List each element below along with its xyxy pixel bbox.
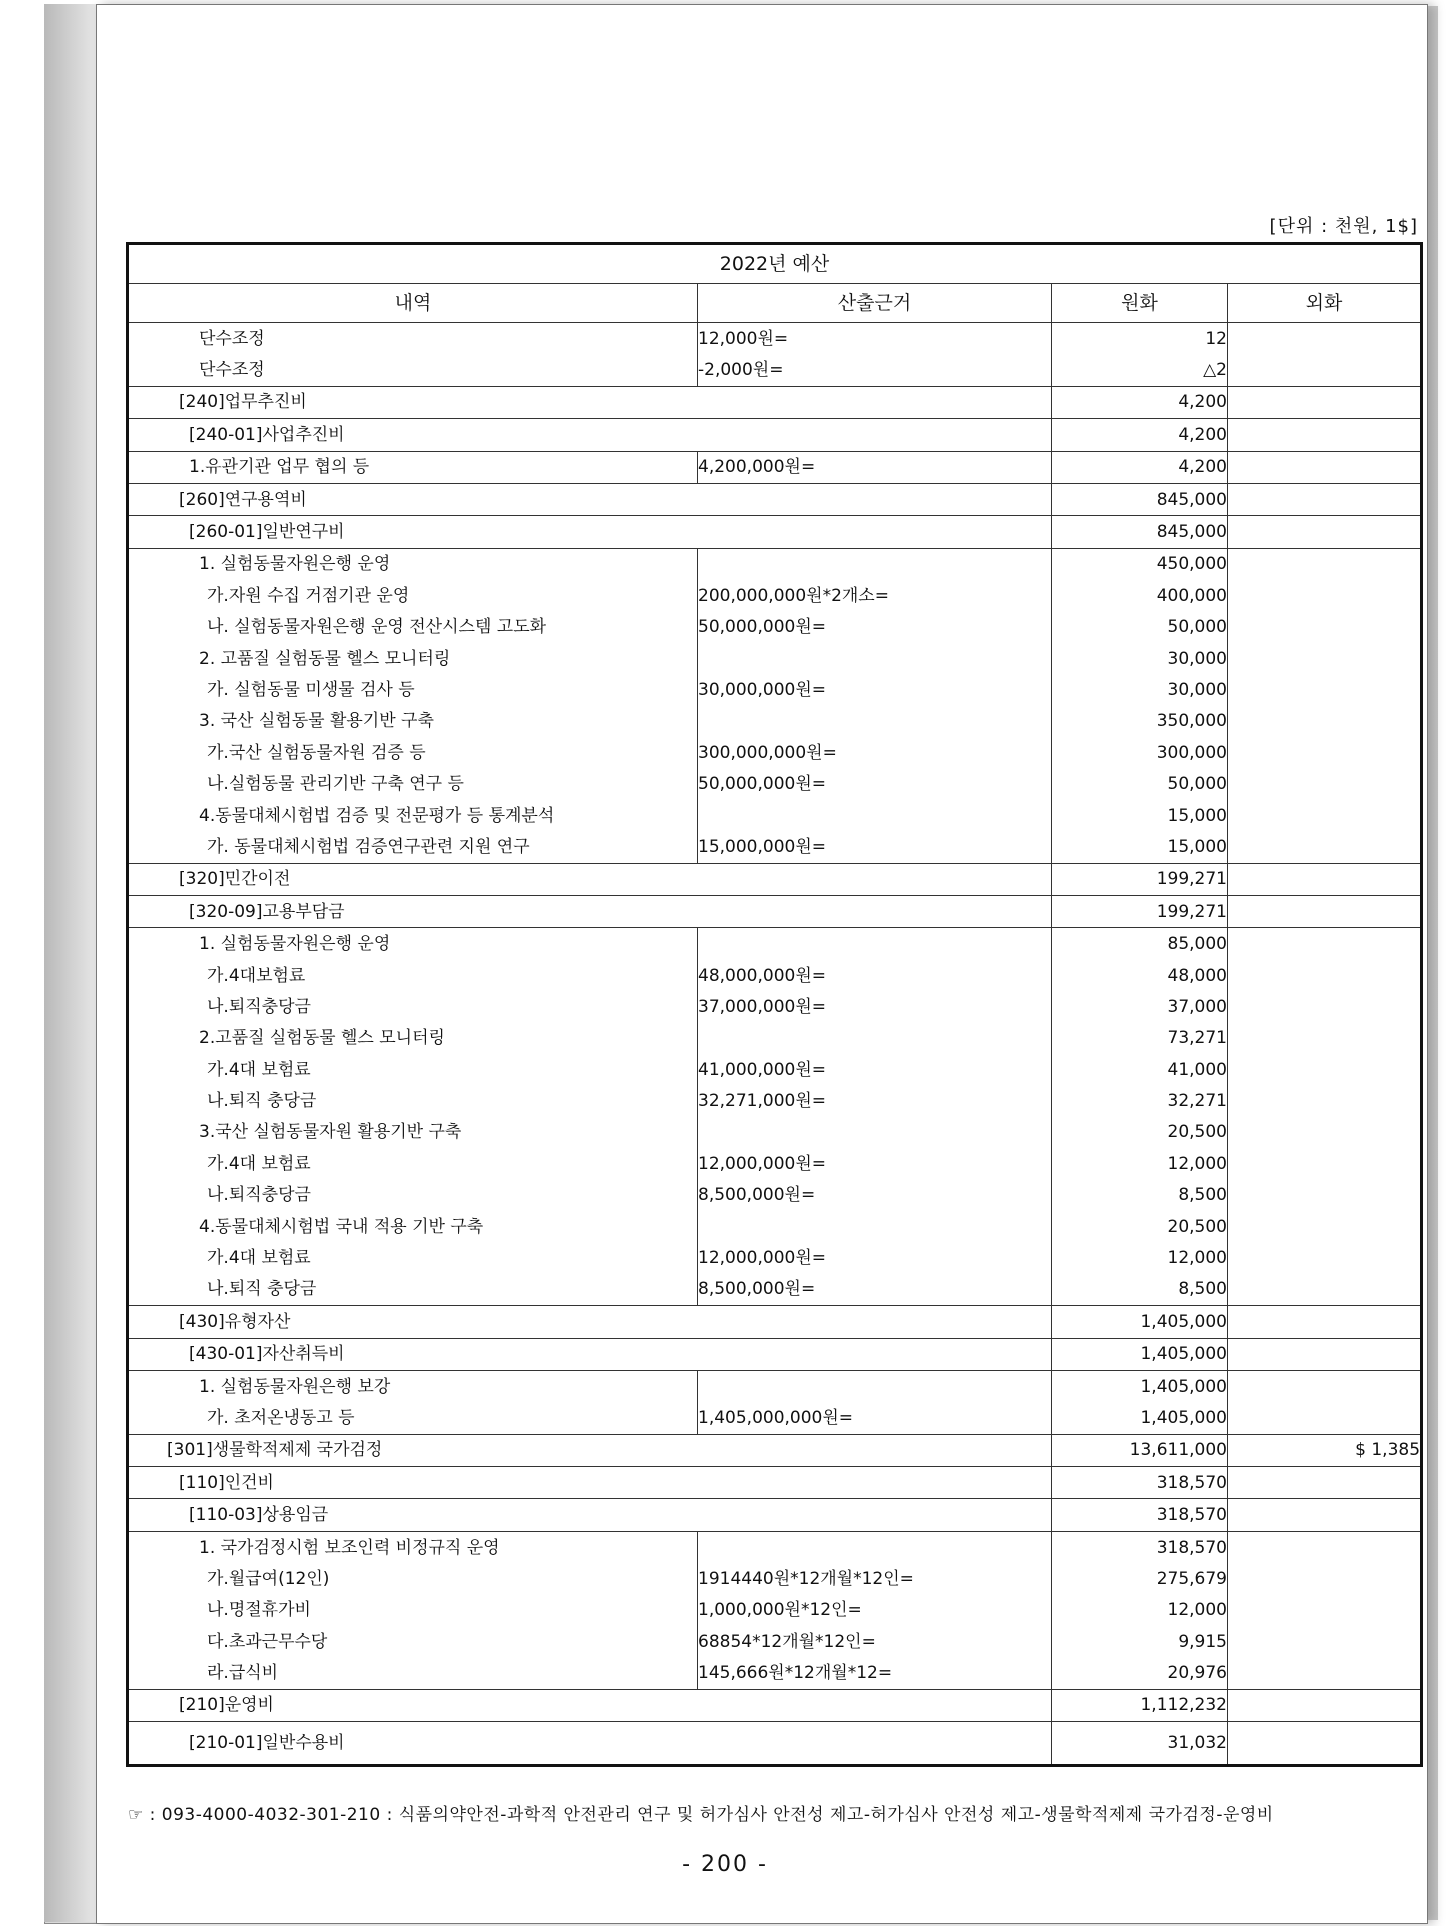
cell-fx (1228, 1657, 1422, 1689)
cell-krw: 1,405,000 (1052, 1306, 1228, 1338)
cell-krw: 845,000 (1052, 516, 1228, 548)
cell-fx (1228, 1595, 1422, 1626)
cell-fx (1228, 831, 1422, 863)
cell-fx (1228, 1085, 1422, 1116)
cell-krw: 1,405,000 (1052, 1370, 1228, 1402)
cell-fx (1228, 1722, 1422, 1766)
cell-item: 나.퇴직 충당금 (128, 1274, 698, 1306)
cell-item: [210-01]일반수용비 (128, 1722, 1052, 1766)
cell-item: 가.자원 수집 거점기관 운영 (128, 580, 698, 611)
cell-item: 가. 초저온냉동고 등 (128, 1402, 698, 1434)
cell-basis: 1,405,000,000원= (698, 1402, 1052, 1434)
cell-basis (698, 1023, 1052, 1054)
cell-krw: 50,000 (1052, 612, 1228, 643)
cell-item: 4.동물대체시험법 국내 적용 기반 구축 (128, 1211, 698, 1242)
cell-basis: 4,200,000원= (698, 451, 1052, 483)
cell-item: 가.4대 보험료 (128, 1054, 698, 1085)
table-row (128, 483, 1422, 515)
table-row (128, 1370, 1422, 1402)
cell-item: 가.4대보험료 (128, 960, 698, 991)
cell-krw: 12,000 (1052, 1242, 1228, 1273)
cell-krw: 4,200 (1052, 451, 1228, 483)
cell-krw: 13,611,000 (1052, 1434, 1228, 1466)
cell-fx (1228, 1689, 1422, 1721)
cell-fx (1228, 1023, 1422, 1054)
cell-krw: 350,000 (1052, 706, 1228, 737)
cell-item: 가.월급여(12인) (128, 1563, 698, 1594)
table-row (128, 1563, 1422, 1594)
cell-fx (1228, 1274, 1422, 1306)
cell-item: 라.급식비 (128, 1657, 698, 1689)
table-row (128, 1657, 1422, 1689)
cell-fx (1228, 1499, 1422, 1531)
cell-krw: 41,000 (1052, 1054, 1228, 1085)
cell-fx (1228, 580, 1422, 611)
cell-krw: 199,271 (1052, 896, 1228, 928)
cell-krw: 300,000 (1052, 737, 1228, 768)
cell-item: [430-01]자산취득비 (128, 1338, 1052, 1370)
cell-krw: 318,570 (1052, 1467, 1228, 1499)
cell-krw: 199,271 (1052, 863, 1228, 895)
table-row (128, 1274, 1422, 1306)
table-row (128, 1626, 1422, 1657)
cell-krw: 1,405,000 (1052, 1338, 1228, 1370)
cell-basis: 145,666원*12개월*12= (698, 1657, 1052, 1689)
table-row (128, 1689, 1422, 1721)
cell-basis (698, 548, 1052, 580)
cell-item: 나.명절휴가비 (128, 1595, 698, 1626)
cell-item: 1.유관기관 업무 협의 등 (128, 451, 698, 483)
cell-fx (1228, 706, 1422, 737)
cell-krw: 450,000 (1052, 548, 1228, 580)
cell-basis (698, 928, 1052, 960)
cell-item: 나.퇴직충당금 (128, 1180, 698, 1211)
cell-fx (1228, 516, 1422, 548)
cell-basis (698, 1211, 1052, 1242)
cell-item: 1. 국가검정시험 보조인력 비정규직 운영 (128, 1531, 698, 1563)
cell-fx (1228, 1148, 1422, 1179)
cell-item: 나.퇴직 충당금 (128, 1085, 698, 1116)
table-row (128, 1434, 1422, 1466)
cell-basis: 30,000,000원= (698, 674, 1052, 705)
cell-krw: 1,405,000 (1052, 1402, 1228, 1434)
cell-basis: 32,271,000원= (698, 1085, 1052, 1116)
cell-item: [110]인건비 (128, 1467, 1052, 1499)
cell-item: 3. 국산 실험동물 활용기반 구축 (128, 706, 698, 737)
cell-item: [430]유형자산 (128, 1306, 1052, 1338)
table-row (128, 548, 1422, 580)
table-row (128, 960, 1422, 991)
table-row (128, 580, 1422, 611)
cell-krw: 12 (1052, 323, 1228, 355)
cell-basis (698, 1370, 1052, 1402)
table-row (128, 1531, 1422, 1563)
cell-item: 단수조정 (128, 354, 698, 386)
cell-item: 2. 고품질 실험동물 헬스 모니터링 (128, 643, 698, 674)
cell-item: [240-01]사업추진비 (128, 419, 1052, 451)
cell-basis (698, 800, 1052, 831)
cell-fx (1228, 674, 1422, 705)
cell-fx (1228, 1211, 1422, 1242)
cell-fx (1228, 928, 1422, 960)
table-row (128, 706, 1422, 737)
cell-item: [240]업무추진비 (128, 386, 1052, 418)
cell-item: 가.4대 보험료 (128, 1242, 698, 1273)
unit-note: [단위 : 천원, 1$] (1269, 216, 1418, 237)
cell-basis: 50,000,000원= (698, 612, 1052, 643)
cell-krw: 37,000 (1052, 991, 1228, 1022)
cell-basis: 37,000,000원= (698, 991, 1052, 1022)
cell-item: [260]연구용역비 (128, 483, 1052, 515)
cell-item: 나. 실험동물자원은행 운영 전산시스템 고도화 (128, 612, 698, 643)
cell-item: 4.동물대체시험법 검증 및 전문평가 등 통계분석 (128, 800, 698, 831)
cell-item: [320]민간이전 (128, 863, 1052, 895)
footnote: ☞ : 093-4000-4032-301-210 : 식품의약안전-과학적 안전관리 연구 및 허가심사 안전성 제고-허가심사 안전성 제고-생물학적제제 국가검정-운영비 (128, 1805, 1274, 1825)
cell-krw: 8,500 (1052, 1180, 1228, 1211)
cell-item: 1. 실험동물자원은행 운영 (128, 928, 698, 960)
cell-basis: 15,000,000원= (698, 831, 1052, 863)
cell-fx (1228, 896, 1422, 928)
cell-krw: 845,000 (1052, 483, 1228, 515)
cell-basis: 300,000,000원= (698, 737, 1052, 768)
book-spine (44, 4, 97, 1922)
cell-item: [110-03]상용임금 (128, 1499, 1052, 1531)
cell-fx (1228, 863, 1422, 895)
cell-item: 나.퇴직충당금 (128, 991, 698, 1022)
cell-krw: 318,570 (1052, 1531, 1228, 1563)
cell-fx (1228, 451, 1422, 483)
cell-krw: 15,000 (1052, 831, 1228, 863)
table-row (128, 737, 1422, 768)
cell-krw: 4,200 (1052, 386, 1228, 418)
cell-krw: 30,000 (1052, 643, 1228, 674)
cell-fx (1228, 643, 1422, 674)
cell-krw: 15,000 (1052, 800, 1228, 831)
cell-fx (1228, 1054, 1422, 1085)
table-row (128, 323, 1422, 355)
table-row (128, 1085, 1422, 1116)
table-row (128, 354, 1422, 386)
cell-fx (1228, 991, 1422, 1022)
table-row (128, 674, 1422, 705)
header-fx: 외화 (1228, 284, 1422, 323)
cell-fx (1228, 1370, 1422, 1402)
cell-krw: 20,976 (1052, 1657, 1228, 1689)
cell-krw: 12,000 (1052, 1595, 1228, 1626)
cell-item: 가. 실험동물 미생물 검사 등 (128, 674, 698, 705)
cell-fx (1228, 323, 1422, 355)
header-krw: 원화 (1052, 284, 1228, 323)
cell-fx (1228, 612, 1422, 643)
cell-krw: 50,000 (1052, 768, 1228, 799)
table-row (128, 1338, 1422, 1370)
cell-fx (1228, 1402, 1422, 1434)
cell-fx (1228, 1117, 1422, 1148)
cell-item: 1. 실험동물자원은행 운영 (128, 548, 698, 580)
cell-item: 3.국산 실험동물자원 활용기반 구축 (128, 1117, 698, 1148)
cell-fx (1228, 1180, 1422, 1211)
cell-basis (698, 1531, 1052, 1563)
cell-fx (1228, 768, 1422, 799)
cell-krw: 1,112,232 (1052, 1689, 1228, 1721)
cell-fx (1228, 419, 1422, 451)
table-row (128, 612, 1422, 643)
cell-fx (1228, 386, 1422, 418)
page-number: - 200 - (682, 1852, 768, 1877)
cell-fx (1228, 1306, 1422, 1338)
cell-fx (1228, 737, 1422, 768)
table-row (128, 896, 1422, 928)
table-row (128, 1054, 1422, 1085)
table-row (128, 1306, 1422, 1338)
cell-krw: 20,500 (1052, 1117, 1228, 1148)
cell-fx (1228, 548, 1422, 580)
table-row (128, 831, 1422, 863)
cell-fx (1228, 960, 1422, 991)
cell-basis: 1914440원*12개월*12인= (698, 1563, 1052, 1594)
cell-fx (1228, 800, 1422, 831)
cell-item: 나.실험동물 관리기반 구축 연구 등 (128, 768, 698, 799)
cell-krw: 32,271 (1052, 1085, 1228, 1116)
cell-basis: 12,000,000원= (698, 1148, 1052, 1179)
cell-basis: 8,500,000원= (698, 1274, 1052, 1306)
cell-krw: 12,000 (1052, 1148, 1228, 1179)
cell-basis: 41,000,000원= (698, 1054, 1052, 1085)
cell-item: 2.고품질 실험동물 헬스 모니터링 (128, 1023, 698, 1054)
cell-item: 가.국산 실험동물자원 검증 등 (128, 737, 698, 768)
cell-krw: 73,271 (1052, 1023, 1228, 1054)
cell-item: [260-01]일반연구비 (128, 516, 1052, 548)
cell-krw: 8,500 (1052, 1274, 1228, 1306)
table-row (128, 516, 1422, 548)
table-row (128, 1595, 1422, 1626)
cell-item: [301]생물학적제제 국가검정 (128, 1434, 1052, 1466)
table-row (128, 800, 1422, 831)
budget-table (126, 242, 1423, 1767)
cell-item: [210]운영비 (128, 1689, 1052, 1721)
cell-fx (1228, 354, 1422, 386)
cell-fx (1228, 1338, 1422, 1370)
cell-basis: 8,500,000원= (698, 1180, 1052, 1211)
cell-fx: $ 1,385 (1228, 1434, 1422, 1466)
table-row (128, 991, 1422, 1022)
cell-fx (1228, 1531, 1422, 1563)
cell-krw: 400,000 (1052, 580, 1228, 611)
cell-basis: 50,000,000원= (698, 768, 1052, 799)
cell-basis: 12,000원= (698, 323, 1052, 355)
cell-fx (1228, 1467, 1422, 1499)
table-row (128, 928, 1422, 960)
table-row (128, 1242, 1422, 1273)
cell-krw: 4,200 (1052, 419, 1228, 451)
cell-basis: -2,000원= (698, 354, 1052, 386)
cell-krw: △2 (1052, 354, 1228, 386)
header-basis: 산출근거 (698, 284, 1052, 323)
cell-item: [320-09]고용부담금 (128, 896, 1052, 928)
table-row (128, 386, 1422, 418)
table-row (128, 768, 1422, 799)
cell-fx (1228, 1242, 1422, 1273)
table-row (128, 1148, 1422, 1179)
cell-krw: 30,000 (1052, 674, 1228, 705)
table-row (128, 419, 1422, 451)
table-row (128, 1211, 1422, 1242)
table-row (128, 1467, 1422, 1499)
cell-basis: 12,000,000원= (698, 1242, 1052, 1273)
cell-fx (1228, 1563, 1422, 1594)
table-row (128, 1117, 1422, 1148)
cell-item: 단수조정 (128, 323, 698, 355)
cell-fx (1228, 1626, 1422, 1657)
cell-basis (698, 643, 1052, 674)
cell-krw: 275,679 (1052, 1563, 1228, 1594)
table-title: 2022년 예산 (128, 244, 1422, 284)
cell-krw: 9,915 (1052, 1626, 1228, 1657)
table-row (128, 1023, 1422, 1054)
cell-basis: 68854*12개월*12인= (698, 1626, 1052, 1657)
cell-item: 1. 실험동물자원은행 보강 (128, 1370, 698, 1402)
cell-item: 가.4대 보험료 (128, 1148, 698, 1179)
table-row (128, 1722, 1422, 1766)
table-row (128, 1180, 1422, 1211)
table-row (128, 863, 1422, 895)
cell-basis: 1,000,000원*12인= (698, 1595, 1052, 1626)
table-row (128, 451, 1422, 483)
cell-basis: 200,000,000원*2개소= (698, 580, 1052, 611)
cell-basis (698, 706, 1052, 737)
cell-basis (698, 1117, 1052, 1148)
table-row (128, 1402, 1422, 1434)
cell-fx (1228, 483, 1422, 515)
cell-krw: 48,000 (1052, 960, 1228, 991)
cell-item: 다.초과근무수당 (128, 1626, 698, 1657)
cell-krw: 20,500 (1052, 1211, 1228, 1242)
cell-krw: 318,570 (1052, 1499, 1228, 1531)
table-body (128, 323, 1422, 1766)
cell-item: 가. 동물대체시험법 검증연구관련 지원 연구 (128, 831, 698, 863)
table-row (128, 643, 1422, 674)
cell-krw: 31,032 (1052, 1722, 1228, 1766)
cell-basis: 48,000,000원= (698, 960, 1052, 991)
table-row (128, 1499, 1422, 1531)
cell-krw: 85,000 (1052, 928, 1228, 960)
header-item: 내역 (128, 284, 698, 323)
